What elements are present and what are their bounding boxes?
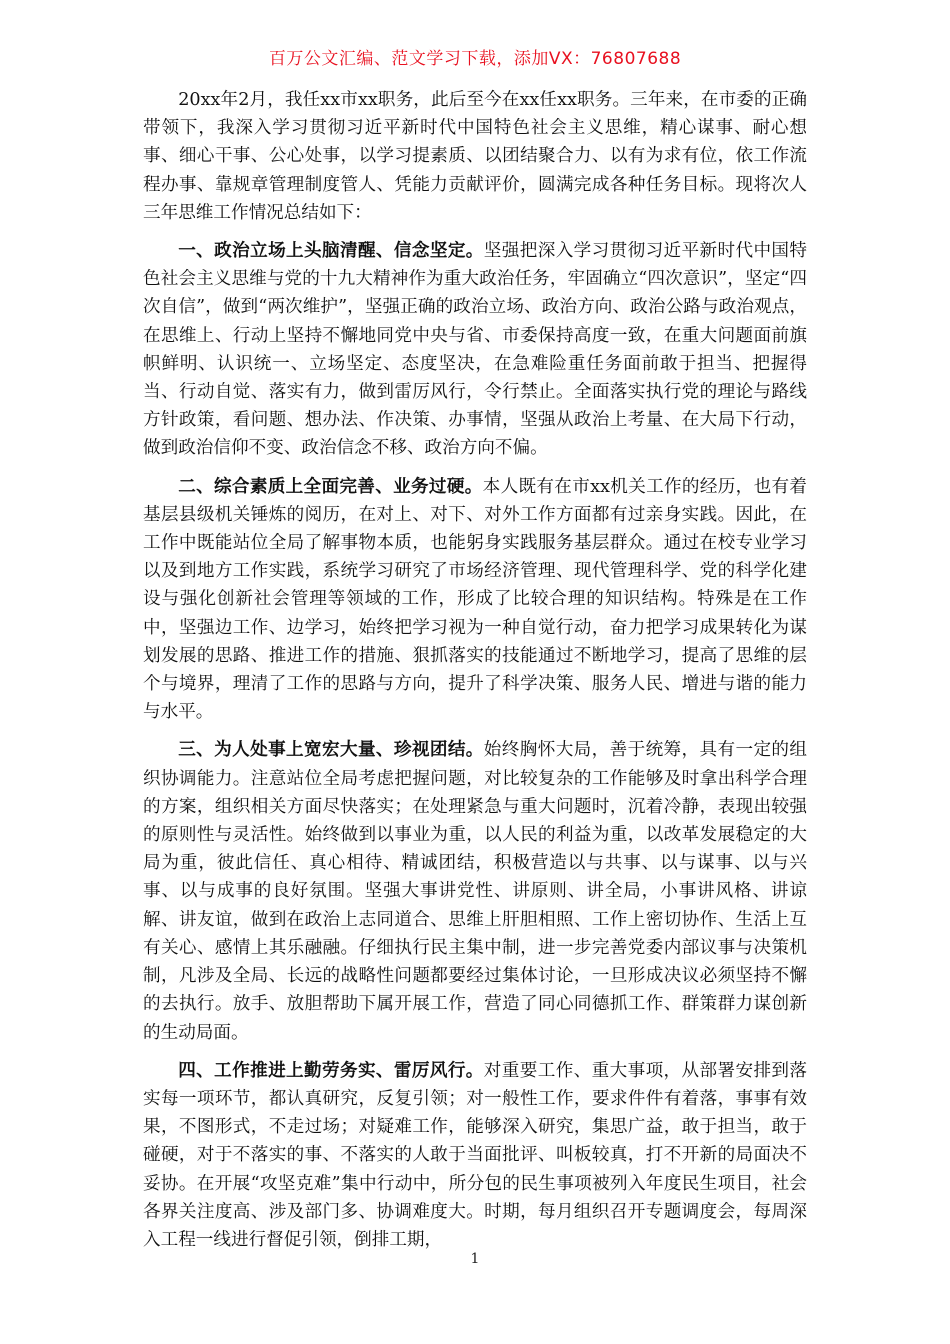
section-paragraph-4	[143, 1057, 807, 1254]
section-paragraph-2	[143, 473, 807, 727]
section-body-3: 始终胸怀大局，善于统筹，具有一定的组织协调能力。注意站位全局考虑把握问题，对比较复杂的工作能够及时拿出科学合理的方案，组织相关方面尽快落实；在处理紧急与重大问题时，沉着冷静，表现出较强的原则性与灵活性。始终做到以事业为重，以人民的利益为重，以改革发展稳定的大局为重，彼此信任、真心相待、精诚团结，积极营造以与共事、以与谋事、以与兴事、以与成事的良好氛围。坚强大事讲党性、讲原则、讲全局，小事讲风格、讲谅解、讲友谊，做到在政治上志同道合、思维上肝胆相照、工作上密切协作、生活上互有关心、感情上其乐融融。仔细执行民主集中制，进一步完善党委内部议事与决策机制，凡涉及全局、长远的战略性问题都要经过集体讨论，一旦形成决议必须坚持不懈的去执行。放手、放胆帮助下属开展工作，营造了同心同德抓工作、群策群力谋创新的生动局面。	[143, 740, 807, 1043]
section-paragraph-1	[143, 237, 807, 463]
section-heading-4: 四、工作推进上勤劳务实、雷厉风行。	[178, 1059, 484, 1081]
section-heading-2: 二、综合素质上全面完善、业务过硬。	[178, 475, 483, 497]
section-body-1: 坚强把深入学习贯彻习近平新时代中国特色社会主义思维与党的十九大精神作为重大政治任务，牢固确立“四次意识”，坚定“四次自信”，做到“两次维护”，坚强正确的政治立场、政治方向、政治公路与政治观点，在思维上、行动上坚持不懈地同党中央与省、市委保持高度一致，在重大问题面前旗帜鲜明、认识统一、立场坚定、态度坚决，在急难险重任务面前敢于担当、把握得当、行动自觉、落实有力，做到雷厉风行，令行禁止。全面落实执行党的理论与路线方针政策，看问题、想办法、作决策、办事情，坚强从政治上考量、在大局下行动，做到政治信仰不变、政治信念不移、政治方向不偏。	[143, 241, 807, 459]
page-number: 1	[470, 1251, 480, 1267]
section-heading-1: 一、政治立场上头脑清醒、信念坚定。	[178, 240, 484, 262]
header-banner: 百万公文汇编、范文学习下载，添加VX：76807688	[268, 49, 682, 69]
section-body-2: 本人既有在市xx机关工作的经历，也有着基层县级机关锤炼的阅历，在对上、对下、对外工作方面都有过亲身实践。因此，在工作中既能站位全局了解事物本质，也能躬身实践服务基层群众。通过在校专业学习以及到地方工作实践，系统学习研究了市场经济管理、现代管理科学、党的科学化建设与强化创新社会管理等领域的工作，形成了比较合理的知识结构。特殊是在工作中，坚强边工作、边学习，始终把学习视为一种自觉行动，奋力把学习成果转化为谋划发展的思路、推进工作的措施、狠抓落实的技能通过不断地学习，提高了思维的层个与境界，理清了工作的思路与方向，提升了科学决策、服务人民、增进与谐的能力与水平。	[143, 476, 807, 723]
section-body-4: 对重要工作、重大事项，从部署安排到落实每一项环节，都认真研究，反复引领；对一般性工作，要求件件有着落，事事有效果，不图形式，不走过场；对疑难工作，能够深入研究，集思广益，敢于担当，敢于碰硬，对于不落实的事、不落实的人敢于当面批评、叫板较真，打不开新的局面决不妥协。在开展“攻坚克难”集中行动中，所分包的民生事项被列入年度民生项目，社会各界关注度高、涉及部门多、协调难度大。时期，每月组织召开专题调度会，每周深入工程一线进行督促引领，倒排工期，	[143, 1060, 807, 1250]
section-heading-3: 三、为人处事上宽宏大量、珍视团结。	[178, 739, 484, 761]
document-body	[143, 86, 807, 1264]
section-paragraph-3	[143, 736, 807, 1046]
intro-paragraph: 20xx年2月，我任xx市xx职务，此后至今在xx任xx职务。三年来，在市委的正确带领下，我深入学习贯彻习近平新时代中国特色社会主义思维，精心谋事、耐心想事、细心干事、公心处事，以学习提素质、以团结聚合力、以有为求有位，依工作流程办事、靠规章管理制度管人、凭能力贡献评价，圆满完成各种任务目标。现将次人三年思维工作情况总结如下：	[143, 90, 807, 223]
